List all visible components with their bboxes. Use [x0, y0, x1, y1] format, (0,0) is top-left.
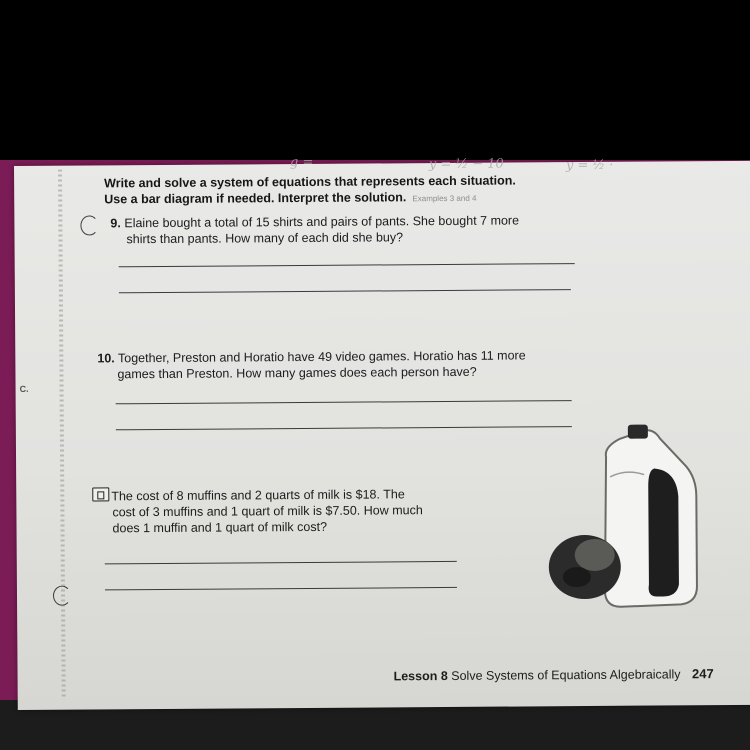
- problem-11-line-1: The cost of 8 muffins and 2 quarts of milk is $18. The: [111, 487, 405, 504]
- bleed-through-text-mid: y = ½ − 10: [428, 156, 504, 173]
- page-edge-mark: C.: [19, 383, 29, 394]
- margin-pencil-mark-9: [80, 215, 98, 235]
- problem-11-line-3: does 1 muffin and 1 quart of milk cost?: [112, 519, 328, 536]
- problem-9: [110, 212, 580, 247]
- worksheet-page: [14, 154, 750, 710]
- instructions-line-1: Write and solve a system of equations that represents each situation.: [104, 173, 516, 191]
- problem-10-line-1: Together, Preston and Horatio have 49 video games. Horatio has 11 more: [117, 348, 526, 366]
- bleed-through-text-left: g =: [289, 154, 314, 171]
- problem-9-line-2: shirts than pants. How many of each did she buy?: [126, 230, 404, 247]
- footer-lesson-number: Lesson 8: [393, 668, 448, 684]
- problem-10-line-2: games than Preston. How many games does each person have?: [117, 364, 477, 382]
- page-footer: [394, 666, 714, 683]
- examples-reference: Examples 3 and 4: [412, 193, 477, 204]
- problem-11-line-2: cost of 3 muffins and 1 quart of milk is $7.50. How much: [112, 503, 423, 520]
- problem-9-number: 9.: [110, 216, 121, 231]
- instructions-line-2: [104, 188, 624, 210]
- answer-line-10a[interactable]: [116, 400, 572, 404]
- bleed-through-text-right: y = ½ ·: [565, 157, 614, 174]
- answer-line-10b[interactable]: [116, 426, 572, 430]
- instructions-line-2-text: Use a bar diagram if needed. Interpret the solution.: [104, 190, 407, 207]
- homework-house-icon: [92, 487, 109, 501]
- problem-11: [92, 485, 472, 537]
- answer-line-11b[interactable]: [105, 587, 457, 590]
- problem-10: [97, 347, 577, 382]
- answer-line-9b[interactable]: [119, 289, 571, 293]
- instructions: [104, 172, 624, 210]
- muffin-icon: [549, 535, 621, 600]
- muffin-and-milk-illustration: [536, 416, 727, 617]
- footer-lesson-title: Solve Systems of Equations Algebraically: [451, 667, 681, 683]
- binding-holes: [58, 170, 66, 700]
- problem-9-line-1: Elaine bought a total of 15 shirts and pairs of pants. She bought 7 more: [124, 213, 520, 231]
- page-number: 247: [691, 666, 714, 682]
- problem-10-number: 10.: [97, 351, 115, 366]
- margin-pencil-mark-11: [53, 586, 71, 606]
- answer-line-9a[interactable]: [119, 263, 575, 267]
- answer-line-11a[interactable]: [105, 561, 457, 564]
